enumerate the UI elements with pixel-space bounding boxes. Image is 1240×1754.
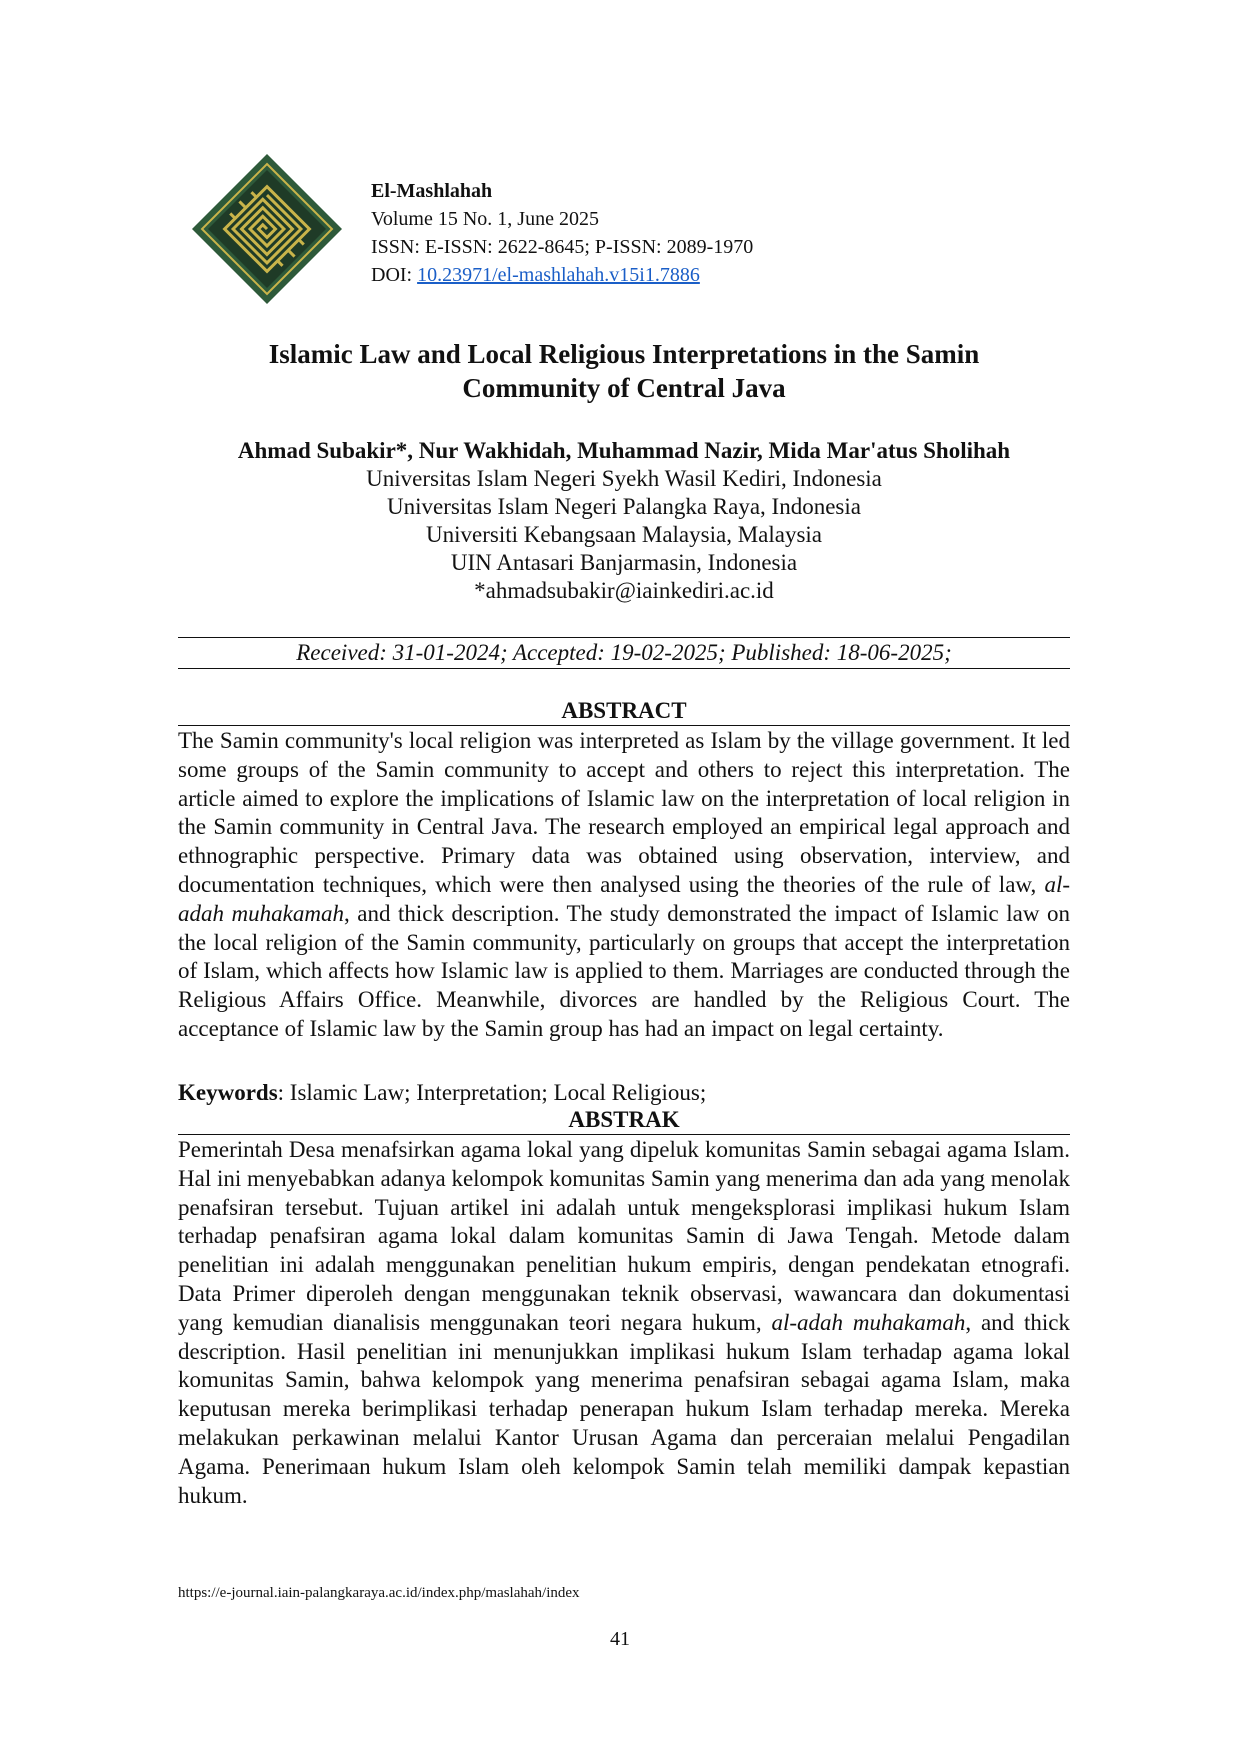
title-line-2: Community of Central Java	[462, 373, 786, 403]
journal-name: El-Mashlahah	[371, 180, 493, 202]
abstrak-text-part-1: Pemerintah Desa menafsirkan agama lokal yang dipeluk komunitas Samin sebagai agama Islam. Hal ini menyebabkan adanya kelompok komunitas Samin yang menerima dan ada yang menolak penafsiran tersebut. Tujuan artikel ini adalah untuk mengeksplorasi implikasi hukum Islam terhadap penafsiran agama lokal dalam komunitas Samin di Jawa Tengah. Metode dalam penelitian ini adalah menggunakan penelitian hukum empiris, dengan pendekatan etnografi. Data Primer diperoleh dengan menggunakan teknik observasi, wawancara dan dokumentasi yang kemudian dianalisis menggunakan teori negara hukum,	[178, 1137, 1070, 1335]
journal-volume: Volume 15 No. 1, June 2025	[371, 208, 599, 230]
abstract-text-part-1: The Samin community's local religion was interpreted as Islam by the village government. It led some groups of the Samin community to accept and others to reject this interpretation. The article aimed to explore the implications of Islamic law on the interpretation of local religion in the Samin community in Central Java. The research employed an empirical legal approach and ethnographic perspective. Primary data was obtained using observation, interview, and documentation techniques, which were then analysed using the theories of the rule of law,	[178, 728, 1070, 897]
journal-header	[190, 152, 1090, 312]
title-line-1: Islamic Law and Local Religious Interpretations in the Samin	[268, 339, 980, 369]
journal-doi	[371, 261, 753, 289]
doi-label: DOI:	[371, 264, 418, 286]
abstrak-body	[178, 1136, 1070, 1510]
article-title	[178, 337, 1070, 405]
affiliation: Universiti Kebangsaan Malaysia, Malaysia	[426, 522, 822, 547]
keywords-label: Keywords	[178, 1080, 278, 1105]
journal-url: https://e-journal.iain-palangkaraya.ac.id/index.php/maslahah/index	[178, 1585, 580, 1601]
keywords-list: : Islamic Law; Interpretation; Local Religious;	[277, 1080, 707, 1105]
doi-link[interactable]: 10.23971/el-mashlahah.v15i1.7886	[417, 264, 700, 286]
abstrak-italic-term: al-adah muhakamah	[771, 1309, 966, 1335]
abstract-heading: ABSTRACT	[178, 697, 1070, 726]
abstract-italic-term: al-adah muhakamah	[178, 871, 1070, 926]
kufic-square-logo-icon	[190, 152, 344, 306]
affiliation: Universitas Islam Negeri Palangka Raya, Indonesia	[387, 494, 861, 519]
abstract-text-part-2: , and thick description. The study demonstrated the impact of Islamic law on the local religion of the Samin community, particularly on groups that accept the interpretation of Islam, which affects how Islamic law is applied to them. Marriages are conducted through the Religious Affairs Office. Meanwhile, divorces are handled by the Religious Court. The acceptance of Islamic law by the Samin group has had an impact on legal certainty.	[178, 900, 1071, 1041]
keywords-line	[178, 1079, 1070, 1107]
affiliation: Universitas Islam Negeri Syekh Wasil Kediri, Indonesia	[366, 466, 882, 491]
publication-dates: Received: 31-01-2024; Accepted: 19-02-2025; Published: 18-06-2025;	[178, 637, 1070, 669]
abstrak-heading: ABSTRAK	[178, 1106, 1070, 1135]
corresponding-email: *ahmadsubakir@iainkediri.ac.id	[474, 578, 774, 603]
page-number: 41	[610, 1628, 630, 1650]
author-names: Ahmad Subakir*, Nur Wakhidah, Muhammad Nazir, Mida Mar'atus Sholihah	[237, 438, 1011, 463]
journal-info	[371, 177, 753, 289]
abstract-body	[178, 727, 1070, 1044]
author-block	[178, 437, 1070, 605]
journal-issn: ISSN: E-ISSN: 2622-8645; P-ISSN: 2089-1970	[371, 236, 754, 258]
abstrak-text-part-2: , and thick description. Hasil penelitian ini menunjukkan implikasi hukum Islam terhadap agama lokal komunitas Samin, bahwa kelompok yang menerima penafsiran sebagai agama Islam, maka keputusan mereka berimplikasi terhadap penerapan hukum Islam terhadap mereka. Mereka melakukan perkawinan melalui Kantor Urusan Agama dan perceraian melalui Pengadilan Agama. Penerimaan hukum Islam oleh kelompok Samin telah memiliki dampak kepastian hukum.	[178, 1309, 1071, 1508]
affiliation: UIN Antasari Banjarmasin, Indonesia	[450, 550, 798, 575]
